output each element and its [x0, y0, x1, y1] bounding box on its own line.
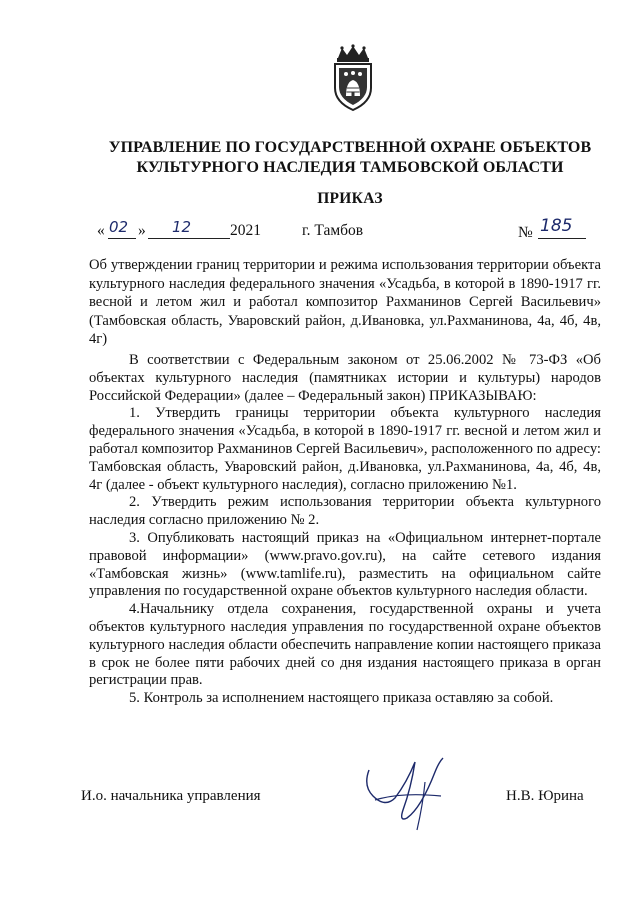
document-subject: Об утверждении границ территории и режима использования территории объекта культурного наследия федерального значения «Усадьба, в которой в 1890-1917 гг. весной и летом жил и работал композитор Рахманинов Сергей Васильевич» (Тамбовская область, Уваровский район, д.Ивановка, ул.Рахманинова, 4а, 4б, 4в, 4г) [89, 257, 601, 348]
body-paragraph-5: 5. Контроль за исполнением настоящего приказа оставляю за собой. [129, 690, 554, 707]
order-number-underline [538, 238, 586, 239]
tambov-coat-of-arms-icon [326, 44, 380, 112]
number-label: № [518, 224, 533, 241]
body-paragraph-1: 1. Утвердить границы территории объекта культурного наследия федерального значения «Усадьба, в которой в 1890-1917 гг. весной и летом жил и работал композитор Рахманинов Сергей Васильевич», расположенного по адресу: Тамбовская область, Уваровский район, д.Ивановка, ул.Рахманинова, 4а, 4б, 4в, 4г (далее - объект культурного наследия), согласно приложению №1. [89, 405, 601, 493]
date-month-handwritten: 12 [172, 218, 192, 236]
document-type-title: ПРИКАЗ [317, 190, 383, 207]
signatory-name: Н.В. Юрина [506, 788, 584, 804]
organization-name-line2: КУЛЬТУРНОГО НАСЛЕДИЯ ТАМБОВСКОЙ ОБЛАСТИ [136, 159, 564, 176]
date-quote-close: » [138, 222, 146, 239]
body-paragraph-preamble: В соответствии с Федеральным законом от 25.06.2002 № 73-ФЗ «Об объектах культурного наследия (памятниках истории и культуры) народов Российской Федерации» (далее – Федеральный закон) ПРИКАЗЫВАЮ: [89, 352, 601, 404]
date-day-handwritten: 02 [109, 218, 129, 236]
date-month-underline [148, 238, 230, 239]
city-name: г. Тамбов [302, 222, 364, 239]
body-paragraph-2: 2. Утвердить режим использования территории объекта культурного наследия согласно приложению № 2. [89, 494, 601, 529]
body-paragraph-4: 4.Начальнику отдела сохранения, государственной охраны и учета объектов культурного наследия управления по государственной охране объектов культурного наследия области обеспечить направление копии настоящего приказа в срок не более пяти рабочих дней со дня издания настоящего приказа в орган регистрации прав. [89, 601, 601, 689]
document-body [89, 352, 601, 708]
date-number-line [0, 218, 640, 244]
signatory-position: И.о. начальника управления [81, 788, 261, 804]
handwritten-signature [355, 752, 465, 836]
organization-name-line1: УПРАВЛЕНИЕ ПО ГОСУДАРСТВЕННОЙ ОХРАНЕ ОБЪЕКТОВ [108, 139, 592, 156]
date-day-underline [108, 238, 136, 239]
order-number-handwritten: 185 [540, 216, 573, 236]
body-paragraph-3: 3. Опубликовать настоящий приказ на «Официальном интернет-портале правовой информации» (www.pravo.gov.ru), на сайте сетевого издания «Тамбовская жизнь» (www.tamlife.ru), разместить на официальном сайте управления по государственной охране объектов культурного наследия области. [89, 529, 601, 600]
date-year: 2021 [230, 222, 261, 239]
date-quote-open: « [97, 222, 105, 239]
